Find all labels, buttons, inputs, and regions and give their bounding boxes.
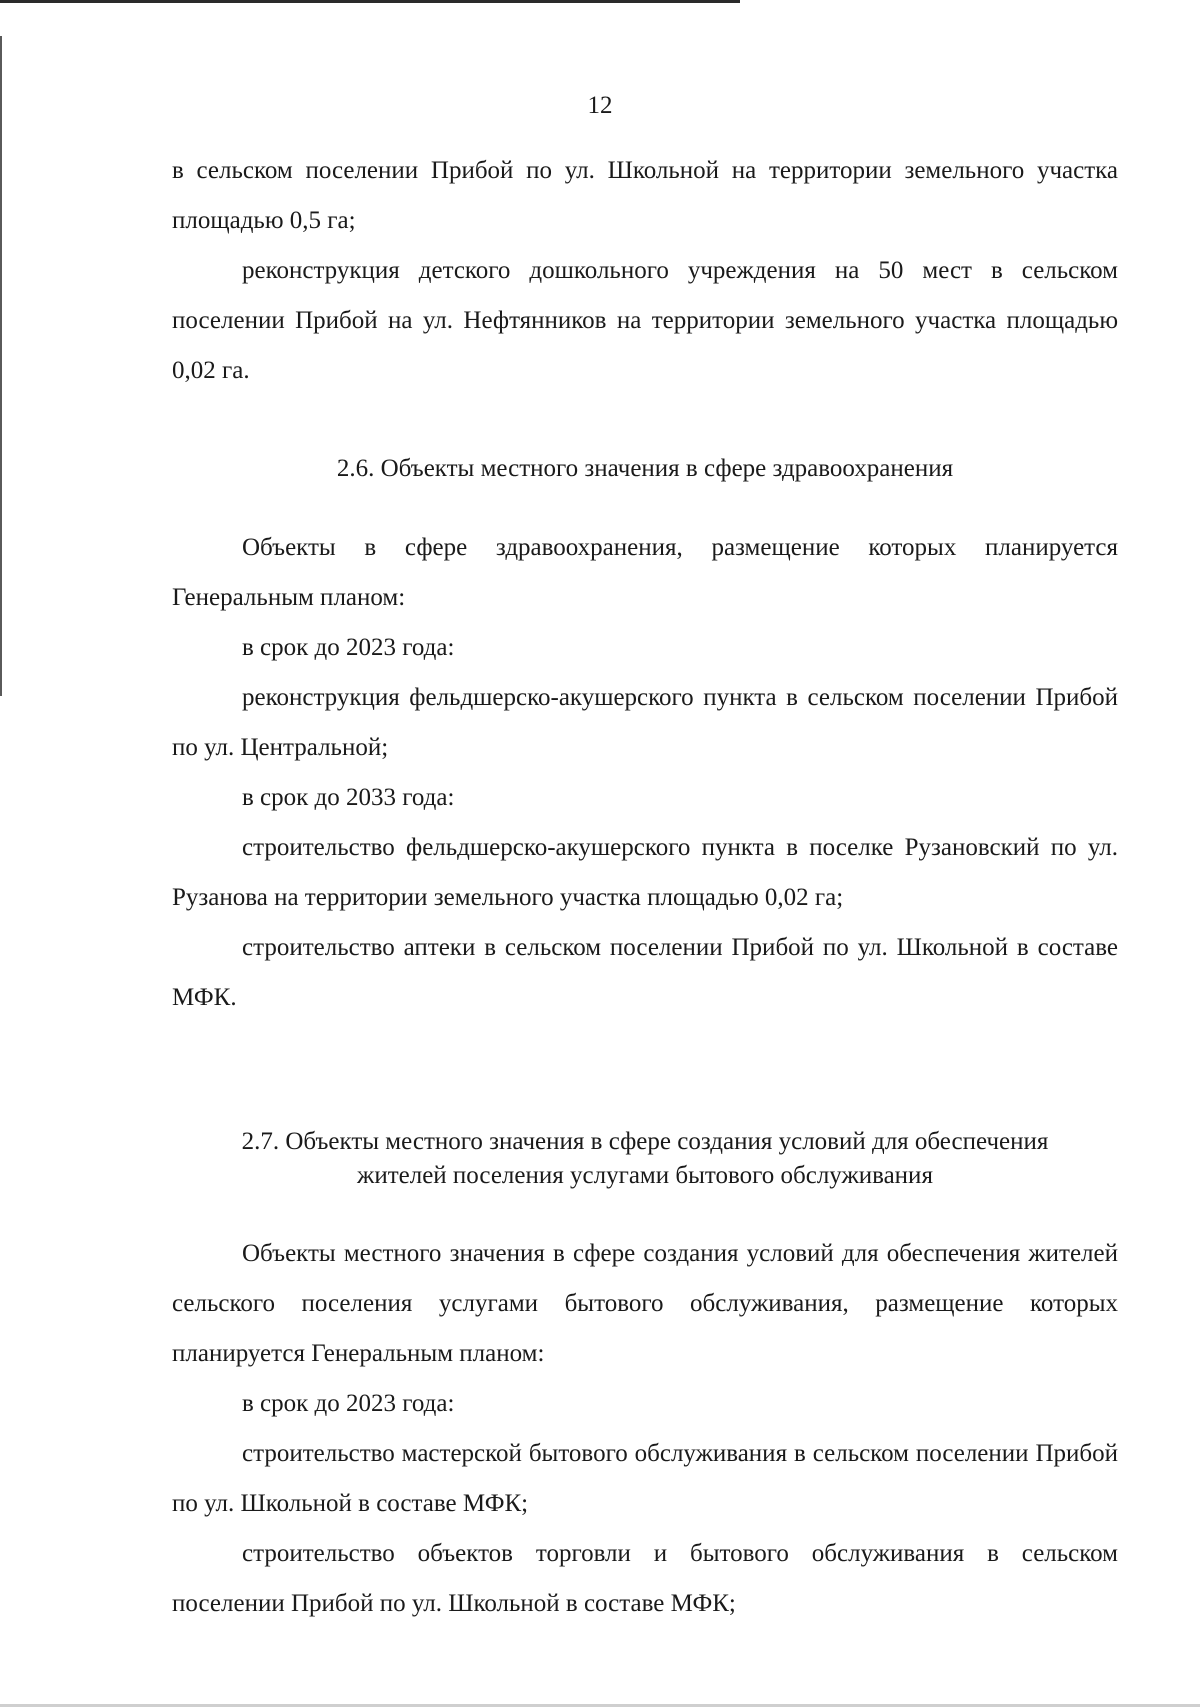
section-heading-2-7-wrap xyxy=(172,1125,1118,1193)
paragraph: Объекты местного значения в сфере создания условий для обеспечения жителей сельского поселения услугами бытового обслуживания, размещение которых планируется Генеральным планом: xyxy=(172,1240,1118,1367)
section-heading: 2.6. Объекты местного значения в сфере здравоохранения xyxy=(336,455,954,482)
paragraph: в сельском поселении Прибой по ул. Школьной на территории земельного участка площадью 0,5 га; xyxy=(172,157,1118,234)
section-2-7-body xyxy=(172,1229,1118,1629)
scan-edge-left xyxy=(0,36,2,696)
paragraph: в срок до 2033 года: xyxy=(242,784,455,811)
paragraph: в срок до 2023 года: xyxy=(242,1390,455,1417)
paragraph: реконструкция детского дошкольного учреждения на 50 мест в сельском поселении Прибой на ул. Нефтянников на территории земельного участка площадью 0,02 га. xyxy=(172,257,1118,384)
paragraph: Объекты в сфере здравоохранения, размещение которых планируется Генеральным планом: xyxy=(172,534,1118,611)
paragraph: реконструкция фельдшерско-акушерского пункта в сельском поселении Прибой по ул. Центральной; xyxy=(172,684,1118,761)
page-number: 12 xyxy=(587,92,613,119)
section-heading-2-6-wrap xyxy=(172,452,1118,486)
paragraph: строительство мастерской бытового обслуживания в сельском поселении Прибой по ул. Школьной в составе МФК; xyxy=(172,1440,1118,1517)
section-heading-line-1: 2.7. Объекты местного значения в сфере создания условий для обеспечения xyxy=(241,1128,1049,1155)
scan-edge-top xyxy=(0,0,740,3)
section-heading-line-2: жителей поселения услугами бытового обслуживания xyxy=(357,1162,933,1189)
paragraph: в срок до 2023 года: xyxy=(242,634,455,661)
paragraph: строительство фельдшерско-акушерского пункта в поселке Рузановский по ул. Рузанова на территории земельного участка площадью 0,02 га; xyxy=(172,834,1118,911)
section-2-6-body xyxy=(172,523,1118,1023)
paragraph: строительство аптеки в сельском поселении Прибой по ул. Школьной в составе МФК. xyxy=(172,934,1118,1011)
intro-block xyxy=(172,146,1118,396)
paragraph: строительство объектов торговли и бытового обслуживания в сельском поселении Прибой по ул. Школьной в составе МФК; xyxy=(172,1540,1118,1617)
